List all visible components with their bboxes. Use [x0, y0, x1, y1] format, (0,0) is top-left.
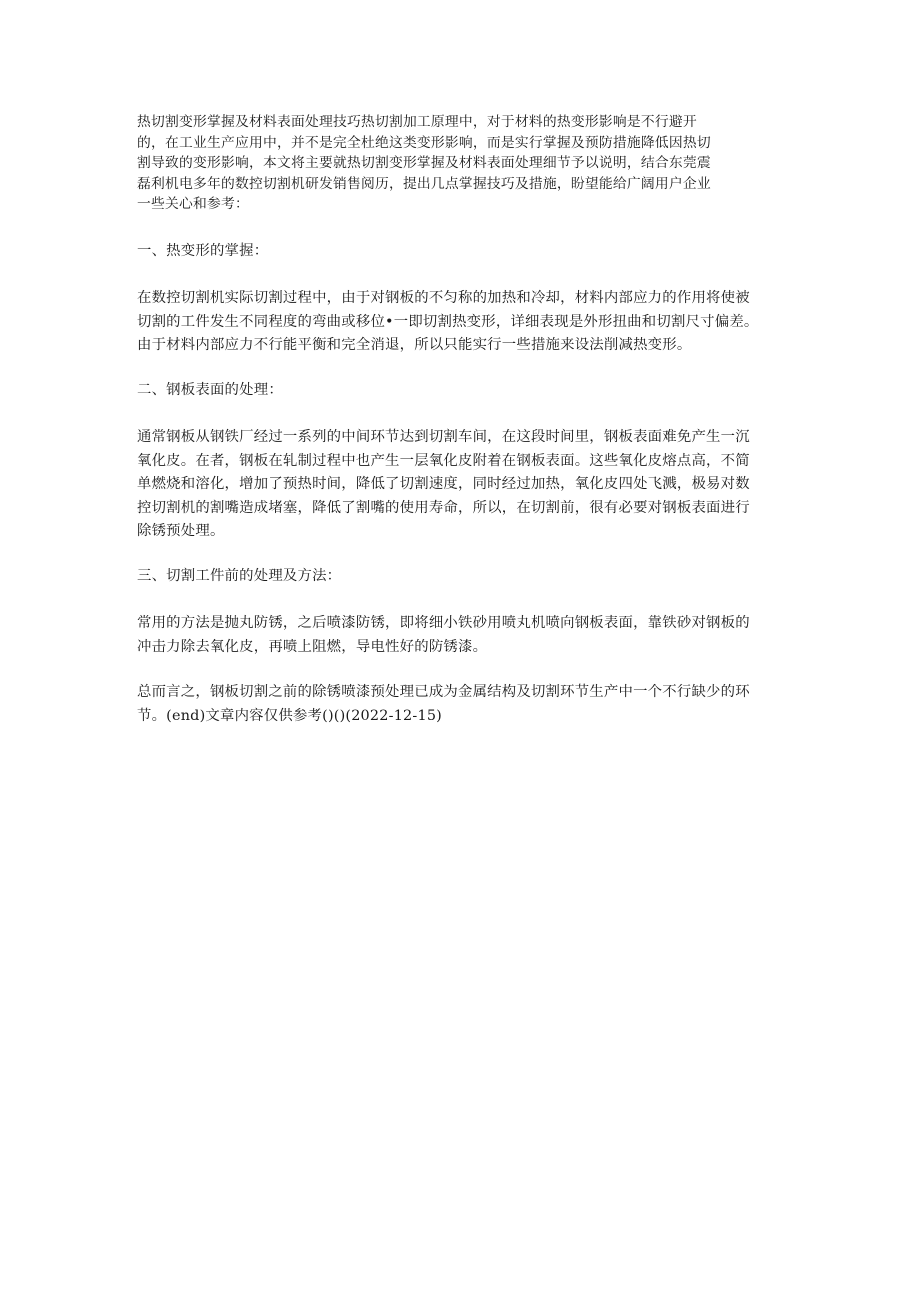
intro-line: 割导致的变形影响，本文将主要就热切割变形掌握及材料表面处理细节予以说明，结合东莞震 [137, 155, 711, 171]
intro-line: 的，在工业生产应用中，并不是完全杜绝这类变形影响，而是实行掌握及预防措施降低因热切 [137, 134, 711, 151]
intro-paragraph [137, 112, 799, 215]
body-line: 在数控切割机实际切割过程中，由于对钢板的不匀称的加热和冷却，材料内部应力的作用将使被 [137, 290, 750, 306]
body-line: 通常钢板从钢铁厂经过一系列的中间环节达到切割车间，在这段时间里，钢板表面难免产生一沉 [137, 429, 750, 445]
intro-line: 磊利机电多年的数控切割机研发销售阅历，提出几点掌握技巧及措施，盼望能给广阔用户企业 [137, 175, 711, 192]
body-line: 氧化皮。在者，钢板在轧制过程中也产生一层氧化皮附着在钢板表面。这些氧化皮熔点高，不简 [137, 452, 750, 469]
section1-paragraph [137, 287, 799, 358]
document-page [137, 112, 799, 728]
body-line: 总而言之，钢板切割之前的除锈喷漆预处理已成为金属结构及切割环节生产中一个不行缺少的环 [137, 684, 750, 700]
section-heading-thermal-deformation: 一、热变形的掌握： [137, 242, 269, 259]
conclusion-paragraph [137, 681, 799, 728]
intro-line: 热切割变形掌握及材料表面处理技巧热切割加工原理中，对于材料的热变形影响是不行避开 [137, 114, 697, 130]
body-line: 冲击力除去氧化皮，再喷上阻燃，导电性好的防锈漆。 [137, 638, 488, 655]
section2-paragraph [137, 426, 799, 544]
body-line: 节。(end)文章内容仅供参考()()(2022-12-15) [137, 707, 442, 724]
section3-paragraph [137, 612, 799, 659]
body-line: 切割的工件发生不同程度的弯曲或移位•一即切割热变形，详细表现是外形扭曲和切割尺寸偏差。 [137, 313, 759, 330]
section-heading-surface-treatment: 二、钢板表面的处理： [137, 381, 283, 398]
body-line: 由于材料内部应力不行能平衡和完全消退，所以只能实行一些措施来设法削减热变形。 [137, 337, 692, 353]
body-line: 除锈预处理。 [137, 523, 225, 539]
body-line: 单燃烧和溶化，增加了预热时间，降低了切割速度，同时经过加热，氧化皮四处飞溅，极易对数 [137, 476, 750, 492]
body-line: 控切割机的割嘴造成堵塞，降低了割嘴的使用寿命，所以，在切割前，很有必要对钢板表面进行 [137, 499, 750, 516]
section-heading-preprocessing-method: 三、切割工件前的处理及方法： [137, 567, 342, 584]
intro-line: 一些关心和参考： [137, 196, 249, 212]
body-line: 常用的方法是抛丸防锈，之后喷漆防锈，即将细小铁砂用喷丸机喷向钢板表面，靠铁砂对钢板的 [137, 615, 750, 631]
